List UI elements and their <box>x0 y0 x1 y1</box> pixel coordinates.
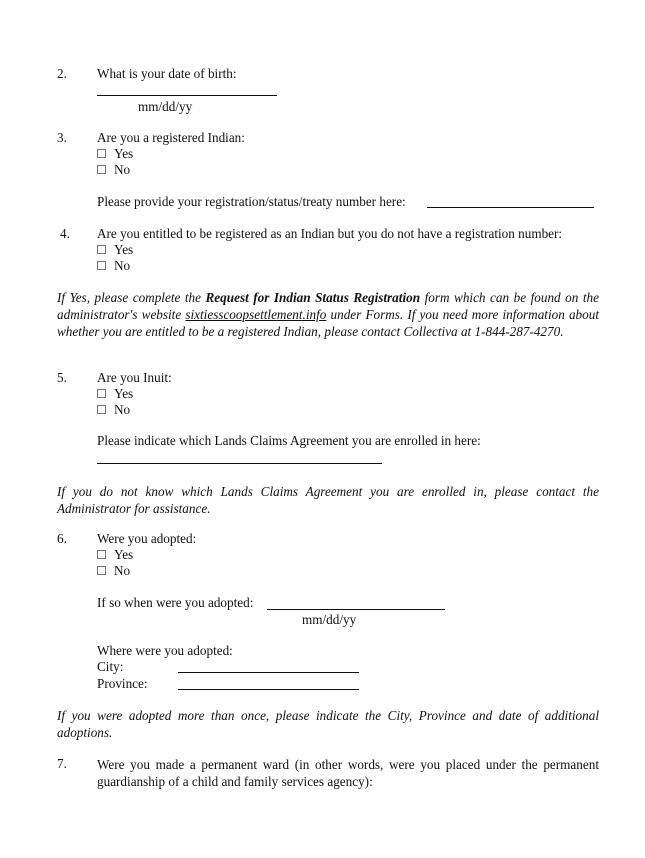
q7-number: 7. <box>57 756 67 771</box>
q4-no-option[interactable] <box>97 258 130 274</box>
form-name: Request for Indian Status Registration <box>205 290 421 305</box>
dob-format-label: mm/dd/yy <box>138 99 193 114</box>
q4-instruction-note <box>57 289 599 340</box>
q3-followup: Please provide your registration/status/treaty number here: <box>97 194 406 209</box>
q5-question: Are you Inuit: <box>97 370 172 385</box>
q6-no-option[interactable] <box>97 563 130 579</box>
q6-yes-option[interactable] <box>97 547 133 563</box>
q4-yes-label: Yes <box>114 242 134 257</box>
adoption-date-format: mm/dd/yy <box>302 612 357 627</box>
checkbox-icon[interactable] <box>97 405 106 414</box>
q4-number: 4. <box>60 226 70 241</box>
q5-yes-option[interactable] <box>97 386 133 402</box>
q6-instruction-note: If you were adopted more than once, please indicate the City, Province and date of additional adoptions. <box>57 708 599 740</box>
dob-field[interactable] <box>97 95 277 96</box>
checkbox-icon[interactable] <box>97 550 106 559</box>
q3-yes-label: Yes <box>114 146 134 161</box>
q3-no-option[interactable] <box>97 162 130 178</box>
q3-number: 3. <box>57 130 67 145</box>
q6-number: 6. <box>57 531 67 546</box>
q6-no-label: No <box>114 563 131 578</box>
q7-question: Were you made a permanent ward (in other words, were you placed under the permanent guardianship of a child and family services agency): <box>97 757 599 789</box>
q3-question: Are you a registered Indian: <box>97 130 245 145</box>
website-link[interactable]: sixtiesscoopsettlement.info <box>185 307 327 322</box>
q6-question: Were you adopted: <box>97 531 197 546</box>
q5-no-label: No <box>114 402 131 417</box>
q4-no-label: No <box>114 258 131 273</box>
checkbox-icon[interactable] <box>97 566 106 575</box>
province-field[interactable] <box>178 689 359 690</box>
checkbox-icon[interactable] <box>97 389 106 398</box>
q6-when-label: If so when were you adopted: <box>97 595 254 610</box>
checkbox-icon[interactable] <box>97 245 106 254</box>
q4-yes-option[interactable] <box>97 242 133 258</box>
q2-question: What is your date of birth: <box>97 66 237 81</box>
q5-yes-label: Yes <box>114 386 134 401</box>
note4-pre: If Yes, please complete the <box>57 290 206 305</box>
q3-no-label: No <box>114 162 131 177</box>
lands-claims-field[interactable] <box>97 463 382 464</box>
q5-instruction-note: If you do not know which Lands Claims Agreement you are enrolled in, please contact the Administrator for assistance. <box>57 484 599 516</box>
city-label: City: <box>97 659 124 674</box>
q3-yes-option[interactable] <box>97 146 133 162</box>
q5-number: 5. <box>57 370 67 385</box>
adoption-date-field[interactable] <box>267 609 445 610</box>
q6-yes-label: Yes <box>114 547 134 562</box>
q6-where-label: Where were you adopted: <box>97 643 233 658</box>
checkbox-icon[interactable] <box>97 261 106 270</box>
q5-followup: Please indicate which Lands Claims Agreement you are enrolled in here: <box>97 433 481 448</box>
q5-no-option[interactable] <box>97 402 130 418</box>
q2-number: 2. <box>57 66 67 81</box>
province-label: Province: <box>97 676 148 691</box>
checkbox-icon[interactable] <box>97 149 106 158</box>
city-field[interactable] <box>178 672 359 673</box>
q4-question: Are you entitled to be registered as an Indian but you do not have a registration number: <box>97 226 563 241</box>
note4-post: under Forms. If you need more information about whether you are entitled to be a registered Indian, please contact Collectiva at 1-844-287-4270. <box>57 307 599 339</box>
checkbox-icon[interactable] <box>97 165 106 174</box>
registration-number-field[interactable] <box>427 207 594 208</box>
note4-mid: form which can be found on the administrator's website <box>57 290 599 322</box>
